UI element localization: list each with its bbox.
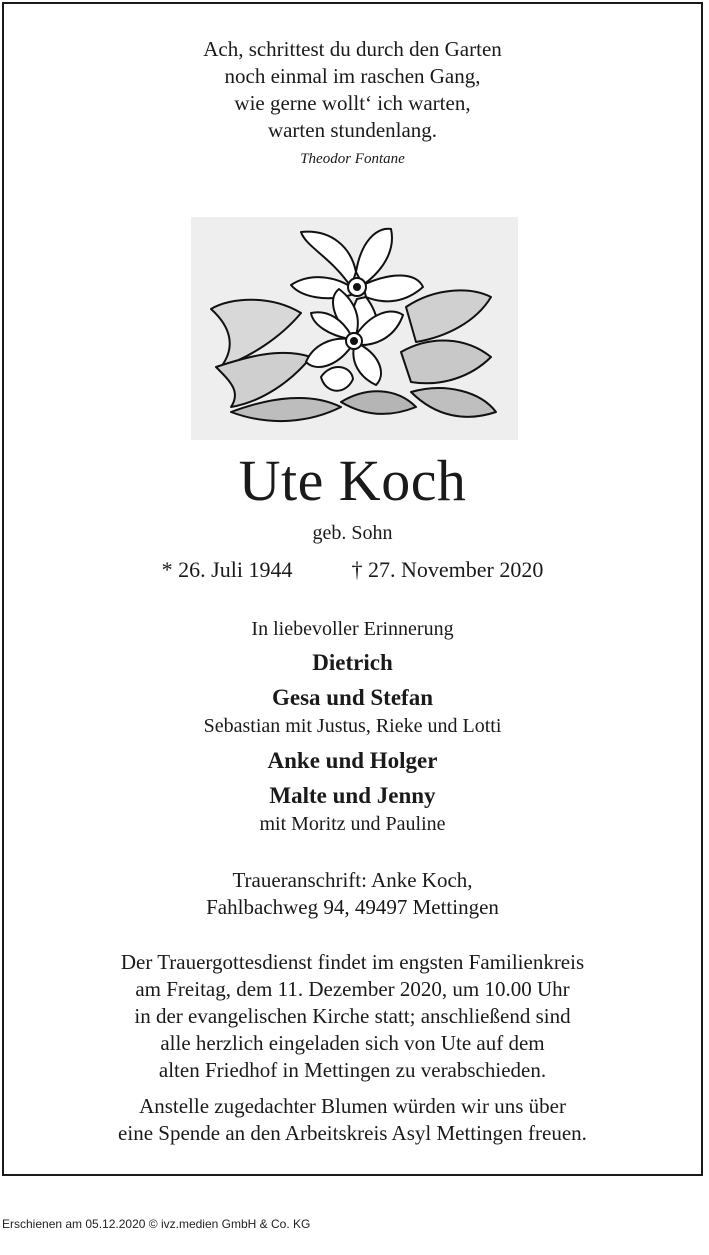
donation-line: eine Spende an den Arbeitskreis Asyl Mettingen freuen.	[118, 1121, 587, 1145]
poem-line: wie gerne wollt‘ ich warten,	[234, 91, 471, 115]
mourner-name: Gesa und Stefan	[271, 685, 434, 710]
mourner-subline: mit Moritz und Pauline	[259, 813, 446, 835]
maiden-name: geb. Sohn	[312, 522, 393, 544]
mourner-name: Dietrich	[312, 650, 393, 675]
birth-date: * 26. Juli 1944	[161, 557, 293, 582]
poem-author: Theodor Fontane	[300, 151, 405, 167]
address-line: Fahlbachweg 94, 49497 Mettingen	[206, 895, 499, 919]
donation-line: Anstelle zugedachter Blumen würden wir uns über	[139, 1094, 566, 1118]
service-line: am Freitag, dem 11. Dezember 2020, um 10.00 Uhr	[135, 977, 570, 1001]
publication-footer: Erschienen am 05.12.2020 © ivz.medien GmbH & Co. KG	[2, 1217, 311, 1231]
service-line: alle herzlich eingeladen sich von Ute auf dem	[160, 1031, 545, 1055]
flower-drawing-icon	[191, 217, 518, 440]
poem-line: warten stundenlang.	[267, 118, 438, 142]
life-dates	[0, 557, 705, 583]
service-line: in der evangelischen Kirche statt; anschließend sind	[134, 1004, 571, 1028]
mourner-name: Anke und Holger	[267, 748, 438, 773]
poem-line: Ach, schrittest du durch den Garten	[203, 37, 502, 61]
service-line: Der Trauergottesdienst findet im engsten Familienkreis	[120, 950, 585, 974]
mourner-subline: Sebastian mit Justus, Rieke und Lotti	[203, 715, 502, 737]
mourners-intro: In liebevoller Erinnerung	[251, 618, 454, 640]
mourner-name: Malte und Jenny	[269, 783, 436, 808]
service-line: alten Friedhof in Mettingen zu verabschieden.	[158, 1058, 547, 1082]
death-date: † 27. November 2020	[351, 557, 544, 582]
poem-line: noch einmal im raschen Gang,	[224, 64, 481, 88]
deceased-name: Ute Koch	[238, 448, 467, 513]
address-line: Traueranschrift: Anke Koch,	[232, 868, 473, 892]
